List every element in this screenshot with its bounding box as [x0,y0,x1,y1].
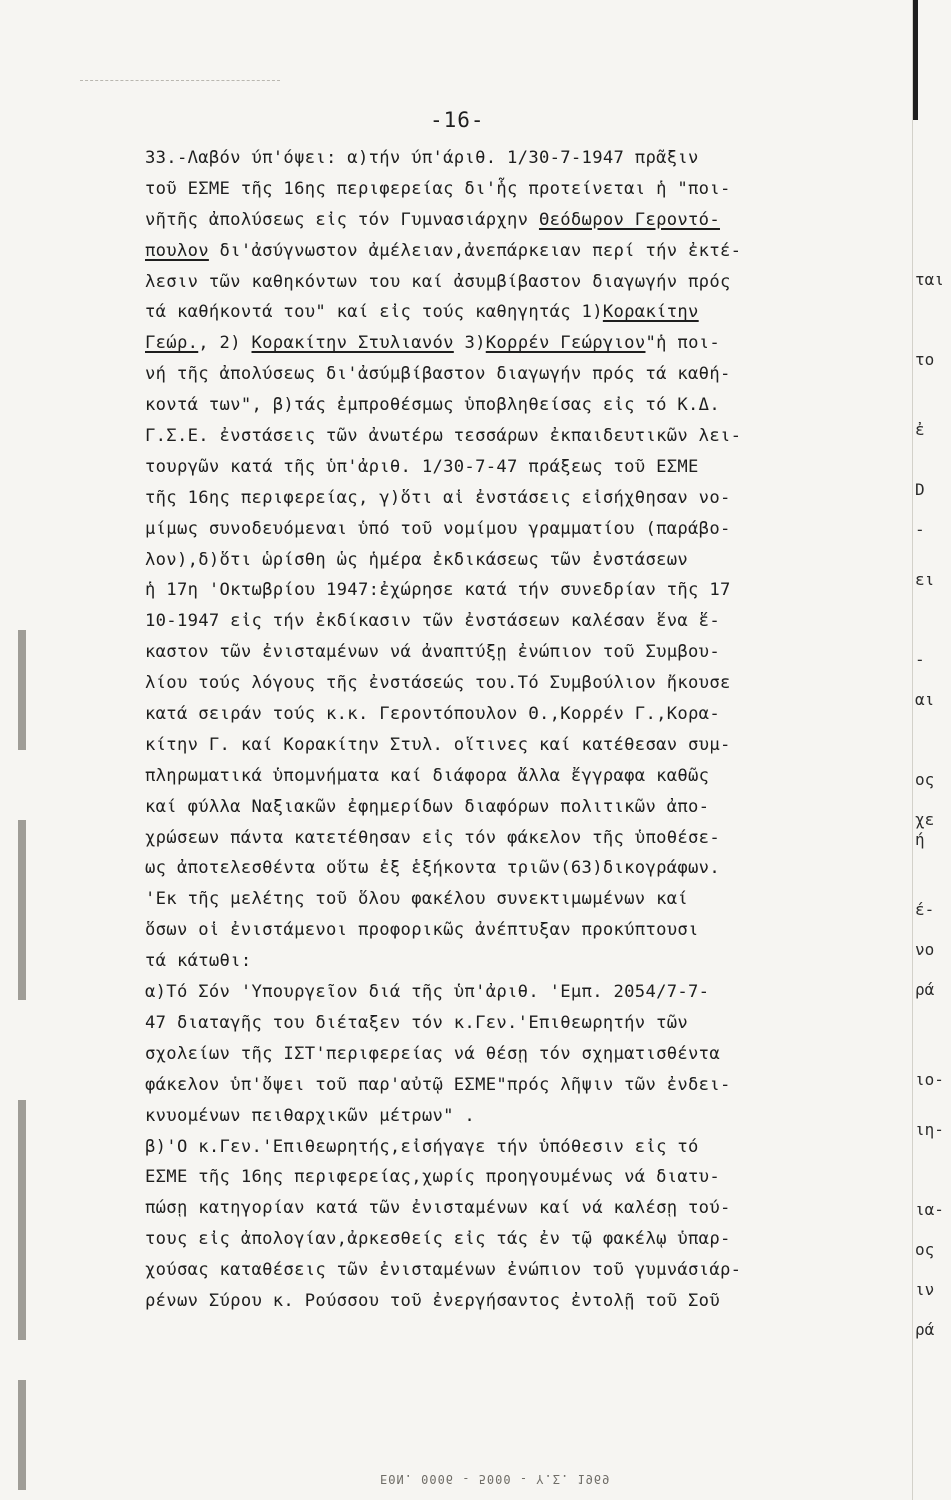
text-line: ὅσων οἱ ἐνιστάμενοι προφορικῶς ἀνέπτυξαν προκύπτουσι [145,920,699,941]
text-line: λον),δ)ὅτι ὡρίσθη ὡς ἡμέρα ἐκδικάσεως τῶν ἐνστάσεων [145,549,689,570]
text-line: σχολείων τῆς ΙΣΤ'περιφερείας νά θέσῃ τόν σχηματισθέντα [145,1043,720,1064]
text-line: λίου τούς λόγους τῆς ἐνστάσεώς του.Τό Συμβούλιον ἤκουσε [145,673,731,694]
typewritten-body [145,143,907,1317]
binding-mark [18,1380,26,1490]
text-line: κίτην Γ. καί Κορακίτην Στυλ. οἵτινες καί κατέθεσαν συμ- [145,734,731,755]
text-line: πληρωματικά ὑπομνήματα καί διάφορα ἄλλα ἔγγραφα καθῶς [145,765,710,786]
text-line: νή τῆς ἀπολύσεως δι'ἀσύμβίβαστον διαγωγήν πρός τά καθή- [145,364,731,385]
margin-fragment: ιν [915,1280,935,1299]
text-line: τους εἰς ἀπολογίαν,ἀρκεσθείς εἰς τάς ἐν τῷ φακέλῳ ὑπαρ- [145,1229,731,1250]
text-line: ρένων Σύρου κ. Ρούσσου τοῦ ἐνεργήσαντος ἐντολῇ τοῦ Σοῦ [145,1290,720,1311]
margin-fragment: ρά [915,980,935,999]
text-line: β)'Ο κ.Γεν.'Επιθεωρητής,εἰσήγαγε τήν ὑπόθεσιν εἰς τό [145,1136,699,1157]
text-line: τῆς 16ης περιφερείας, γ)ὅτι αἱ ἐνστάσεις εἰσήχθησαν νο- [145,487,731,508]
margin-fragment: ή [915,830,925,849]
binding-mark [18,820,26,1000]
margin-fragment: ιη- [915,1120,944,1139]
margin-fragment: - [915,650,925,669]
text-line: 47 διαταγῆς του διέταξεν τόν κ.Γεν.'Επιθεωρητήν τῶν [145,1012,689,1033]
margin-fragment: ος [915,770,935,789]
binding-mark [18,1100,26,1340]
margin-fragment: αι [915,690,935,709]
margin-fragment: τo [915,350,935,369]
text-line: κοντά των", β)τάς ἐμπροθέσμως ὑποβληθείσας εἰς τό Κ.Δ. [145,395,720,416]
text-line: 33.-Λαβόν ύπ'όψει: α)τήν ύπ'άριθ. 1/30-7-1947 πρᾶξιν [145,148,699,168]
margin-fragment: ει [915,570,935,589]
text-line: ἡ 17η 'Οκτωβρίου 1947:ἐχώρησε κατά τήν συνεδρίαν τῆς 17 [145,580,731,601]
binding-mark [18,630,26,750]
text-line: ΕΣΜΕ τῆς 16ης περιφερείας,χωρίς προηγουμένως νά διατυ- [145,1167,720,1188]
margin-fragment: ιο- [915,1070,944,1089]
text-line: χούσας καταθέσεις τῶν ἐνισταμένων ἐνώπιον τοῦ γυμνάσιάρ- [145,1260,742,1281]
margin-fragment: ται [915,270,944,289]
text-line: ως ἀποτελεσθέντα οὕτω ἐξ ἑξήκοντα τριῶν(63)δικογράφων. [145,858,720,879]
text-line: 10-1947 εἰς τήν ἐκδίκασιν τῶν ἐνστάσεων καλέσαν ἕνα ἕ- [145,611,720,632]
text-line: πώσῃ κατηγορίαν κατά τῶν ἐνισταμένων καί νά καλέσῃ τού- [145,1198,731,1219]
text-line: καί φύλλα Ναξιακῶν ἐφημερίδων διαφόρων πολιτικῶν ἀπο- [145,796,710,817]
margin-fragment: ος [915,1240,935,1259]
text-line: φάκελον ὑπ'ὄψει τοῦ παρ'αὐτῷ ΕΣΜΕ"πρός λῆψιν τῶν ἐνδει- [145,1074,731,1095]
margin-fragment: ἐ [915,420,925,439]
text-line: νῆτῆς ἀπολύσεως εἰς τόν Γυμνασιάρχην Θεόδωρον Γεροντό- [145,209,720,230]
text-line: Γ.Σ.Ε. ἐνστάσεις τῶν ἀνωτέρω τεσσάρων ἐκπαιδευτικῶν λει- [145,426,742,447]
text-line: κνυομένων πειθαρχικῶν μέτρων" . [145,1105,476,1126]
text-line: τοῦ ΕΣΜΕ τῆς 16ης περιφερείας δι'ἧς προτείνεται ἡ "ποι- [145,178,731,199]
text-line: Γεώρ., 2) Κορακίτην Στυλιανόν 3)Κορρέν Γεώργιον"ἡ ποι- [145,333,721,354]
text-line: τά κάτωθι: [145,951,252,972]
margin-fragment: ρά [915,1320,935,1339]
margin-fragment: - [915,520,925,539]
text-line: πουλον δι'ἀσύγνωστον ἀμέλειαν,ἀνεπάρκειαν περί τήν ἐκτέ- [145,240,742,261]
margin-fragment: έ- [915,900,935,919]
text-line: λεσιν τῶν καθηκόντων του καί ἀσυμβίβαστον διαγωγήν πρός [145,271,731,292]
margin-fragment: χε [915,810,935,829]
margin-fragment: D [915,480,925,499]
text-line: τουργῶν κατά τῆς ὑπ'ἀριθ. 1/30-7-47 πράξεως τοῦ ΕΣΜΕ [145,456,699,477]
text-line: καστον τῶν ἐνισταμένων νά ἀναπτύξῃ ἐνώπιον τοῦ Συμβου- [145,642,720,663]
scan-artifact-rule [80,80,280,81]
text-line: 'Εκ τῆς μελέτης τοῦ ὅλου φακέλου συνεκτιμωμένων καί [145,889,689,910]
text-line: κατά σειράν τούς κ.κ. Γεροντόπουλον Θ.,Κορρέν Γ.,Κορα- [145,704,720,725]
binding-edge [0,560,48,1500]
text-line: α)Τό Σόν 'Υπουργεῖον διά τῆς ὑπ'ἀριθ. 'Εμπ. 2054/7-7- [145,982,710,1003]
page-number: -16- [430,108,485,132]
text-line: χρώσεων πάντα κατετέθησαν εἰς τόν φάκελον τῆς ὑποθέσε- [145,827,720,848]
margin-fragment: ια- [915,1200,944,1219]
footer-stamp: ΕΘΝ. 0006 - 5000 - Υ.Σ. 1969 [380,1472,611,1486]
margin-fragment: νο [915,940,935,959]
text-line: μίμως συνοδευόμεναι ὑπό τοῦ νομίμου γραμματίου (παράβο- [145,518,731,539]
page-edge-shadow [912,0,913,1500]
text-line: τά καθήκοντά του" καί εἰς τούς καθηγητάς 1)Κορακίτην [145,302,699,323]
